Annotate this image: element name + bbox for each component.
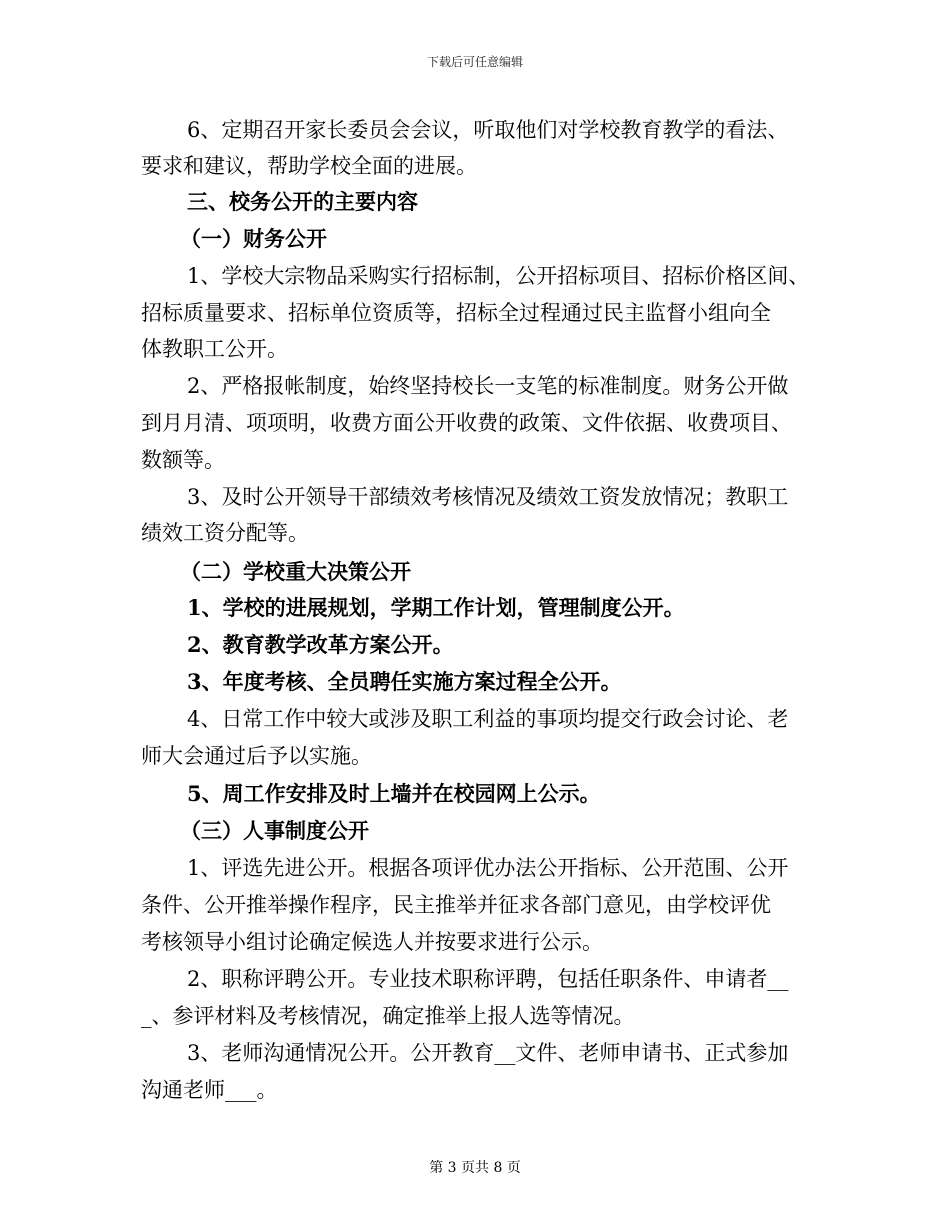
paragraph-line: 6、定期召开家长委员会会议，听取他们对学校教育教学的看法、 bbox=[187, 118, 789, 142]
paragraph-line: 绩效工资分配等。 bbox=[141, 521, 309, 545]
paragraph-line: 2、职称评聘公开。专业技术职称评聘，包括任职条件、申请者__ bbox=[187, 967, 789, 991]
paragraph-line: 3、及时公开领导干部绩效考核情况及绩效工资发放情况；教职工 bbox=[187, 485, 789, 509]
paragraph-line: 体教职工公开。 bbox=[141, 337, 288, 361]
paragraph-line: 到月月清、项项明，收费方面公开收费的政策、文件依据、收费项目、 bbox=[141, 411, 792, 435]
paragraph-line: 条件、公开推举操作程序，民主推举并征求各部门意见，由学校评优 bbox=[141, 893, 771, 917]
paragraph-line: 要求和建议，帮助学校全面的进展。 bbox=[141, 154, 477, 178]
paragraph-line: 1、学校大宗物品采购实行招标制，公开招标项目、招标价格区间、 bbox=[187, 264, 810, 288]
page-header: 下载后可任意编辑 bbox=[426, 55, 523, 69]
paragraph-line: 3、老师沟通情况公开。公开教育__文件、老师申请书、正式参加 bbox=[187, 1041, 789, 1065]
paragraph-line: 2、教育教学改革方案公开。 bbox=[187, 632, 454, 657]
paragraph-line: 4、日常工作中较大或涉及职工利益的事项均提交行政会讨论、老 bbox=[187, 707, 789, 731]
paragraph-line: 招标质量要求、招标单位资质等，招标全过程通过民主监督小组向全 bbox=[141, 301, 771, 325]
subsection-heading: （三）人事制度公开 bbox=[180, 818, 369, 843]
subsection-heading: （一）财务公开 bbox=[180, 226, 327, 251]
paragraph-line: 1、评选先进公开。根据各项评优办法公开指标、公开范围、公开 bbox=[187, 856, 789, 880]
paragraph-line: 考核领导小组讨论确定候选人并按要求进行公示。 bbox=[141, 930, 603, 954]
page-footer: 第 3 页共 8 页 bbox=[429, 1160, 521, 1176]
section-heading: 三、校务公开的主要内容 bbox=[187, 189, 418, 214]
paragraph-line: 3、年度考核、全员聘任实施方案过程全公开。 bbox=[187, 669, 622, 694]
subsection-heading: （二）学校重大决策公开 bbox=[180, 559, 411, 584]
paragraph-line: 沟通老师___。 bbox=[141, 1078, 278, 1102]
paragraph-line: 师大会通过后予以实施。 bbox=[141, 744, 372, 768]
paragraph-line: 数额等。 bbox=[141, 448, 225, 472]
paragraph-line: 1、学校的进展规划，学期工作计划，管理制度公开。 bbox=[187, 595, 685, 620]
paragraph-line: 2、严格报帐制度，始终坚持校长一支笔的标准制度。财务公开做 bbox=[187, 374, 789, 398]
paragraph-line: 5、周工作安排及时上墙并在校园网上公示。 bbox=[187, 781, 601, 806]
paragraph-line: _、参评材料及考核情况，确定推举上报人选等情况。 bbox=[141, 1004, 635, 1028]
